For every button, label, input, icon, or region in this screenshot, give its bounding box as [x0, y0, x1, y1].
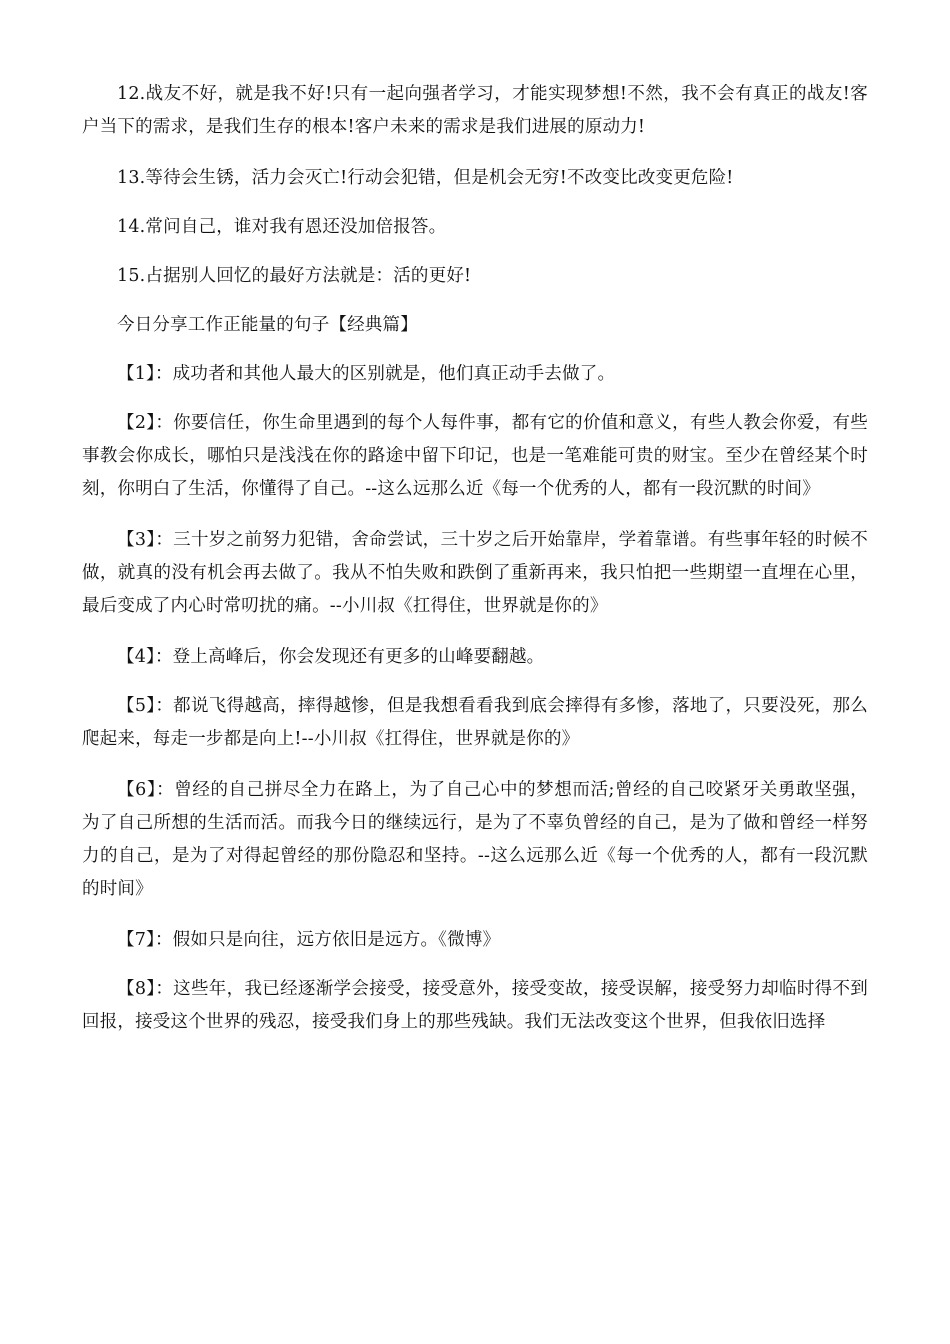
- quote-2: 【2】：你要信任，你生命里遇到的每个人每件事，都有它的价值和意义，有些人教会你爱，有些事教会你成长，哪怕只是浅浅在你的路途中留下印记，也是一笔难能可贵的财宝。至少在曾经某个时刻，你明白了生活，你懂得了自己。--这么远那么近《每一个优秀的人，都有一段沉默的时间》: [82, 413, 868, 499]
- quote-4: 【4】：登上高峰后，你会发现还有更多的山峰要翻越。: [117, 647, 545, 667]
- paragraph-15: 15.占据别人回忆的最好方法就是：活的更好!: [117, 266, 472, 286]
- paragraph-14: 14.常问自己，谁对我有恩还没加倍报答。: [117, 217, 447, 237]
- document-body: [82, 78, 868, 1039]
- quote-8: 【8】：这些年，我已经逐渐学会接受，接受意外，接受变故，接受误解，接受努力却临时得不到回报，接受这个世界的残忍，接受我们身上的那些残缺。我们无法改变这个世界，但我依旧选择: [82, 979, 868, 1032]
- quote-3: 【3】：三十岁之前努力犯错，舍命尝试，三十岁之后开始靠岸，学着靠谱。有些事年轻的时候不做，就真的没有机会再去做了。我从不怕失败和跌倒了重新再来，我只怕把一些期望一直埋在心里，最后变成了内心时常叨扰的痛。--小川叔《扛得住，世界就是你的》: [82, 530, 868, 616]
- paragraph-12: 12.战友不好，就是我不好!只有一起向强者学习，才能实现梦想!不然，我不会有真正的战友!客户当下的需求，是我们生存的根本!客户未来的需求是我们进展的原动力!: [82, 84, 868, 137]
- section-heading-classic: 今日分享工作正能量的句子【经典篇】: [117, 315, 418, 335]
- quote-1: 【1】：成功者和其他人最大的区别就是，他们真正动手去做了。: [117, 364, 616, 384]
- quote-7: 【7】：假如只是向往，远方依旧是远方。《微博》: [117, 930, 501, 950]
- quote-5: 【5】：都说飞得越高，摔得越惨，但是我想看看我到底会摔得有多惨，落地了，只要没死，那么爬起来，每走一步都是向上!--小川叔《扛得住，世界就是你的》: [82, 696, 868, 749]
- paragraph-13: 13.等待会生锈，活力会灭亡!行动会犯错，但是机会无穷!不改变比改变更危险!: [117, 168, 734, 188]
- quote-6: 【6】：曾经的自己拼尽全力在路上，为了自己心中的梦想而活;曾经的自己咬紧牙关勇敢坚强，为了自己所想的生活而活。而我今日的继续远行，是为了不辜负曾经的自己，是为了做和曾经一样努力的自己，是为了对得起曾经的那份隐忍和坚持。--这么远那么近《每一个优秀的人，都有一段沉默的时间》: [82, 780, 868, 899]
